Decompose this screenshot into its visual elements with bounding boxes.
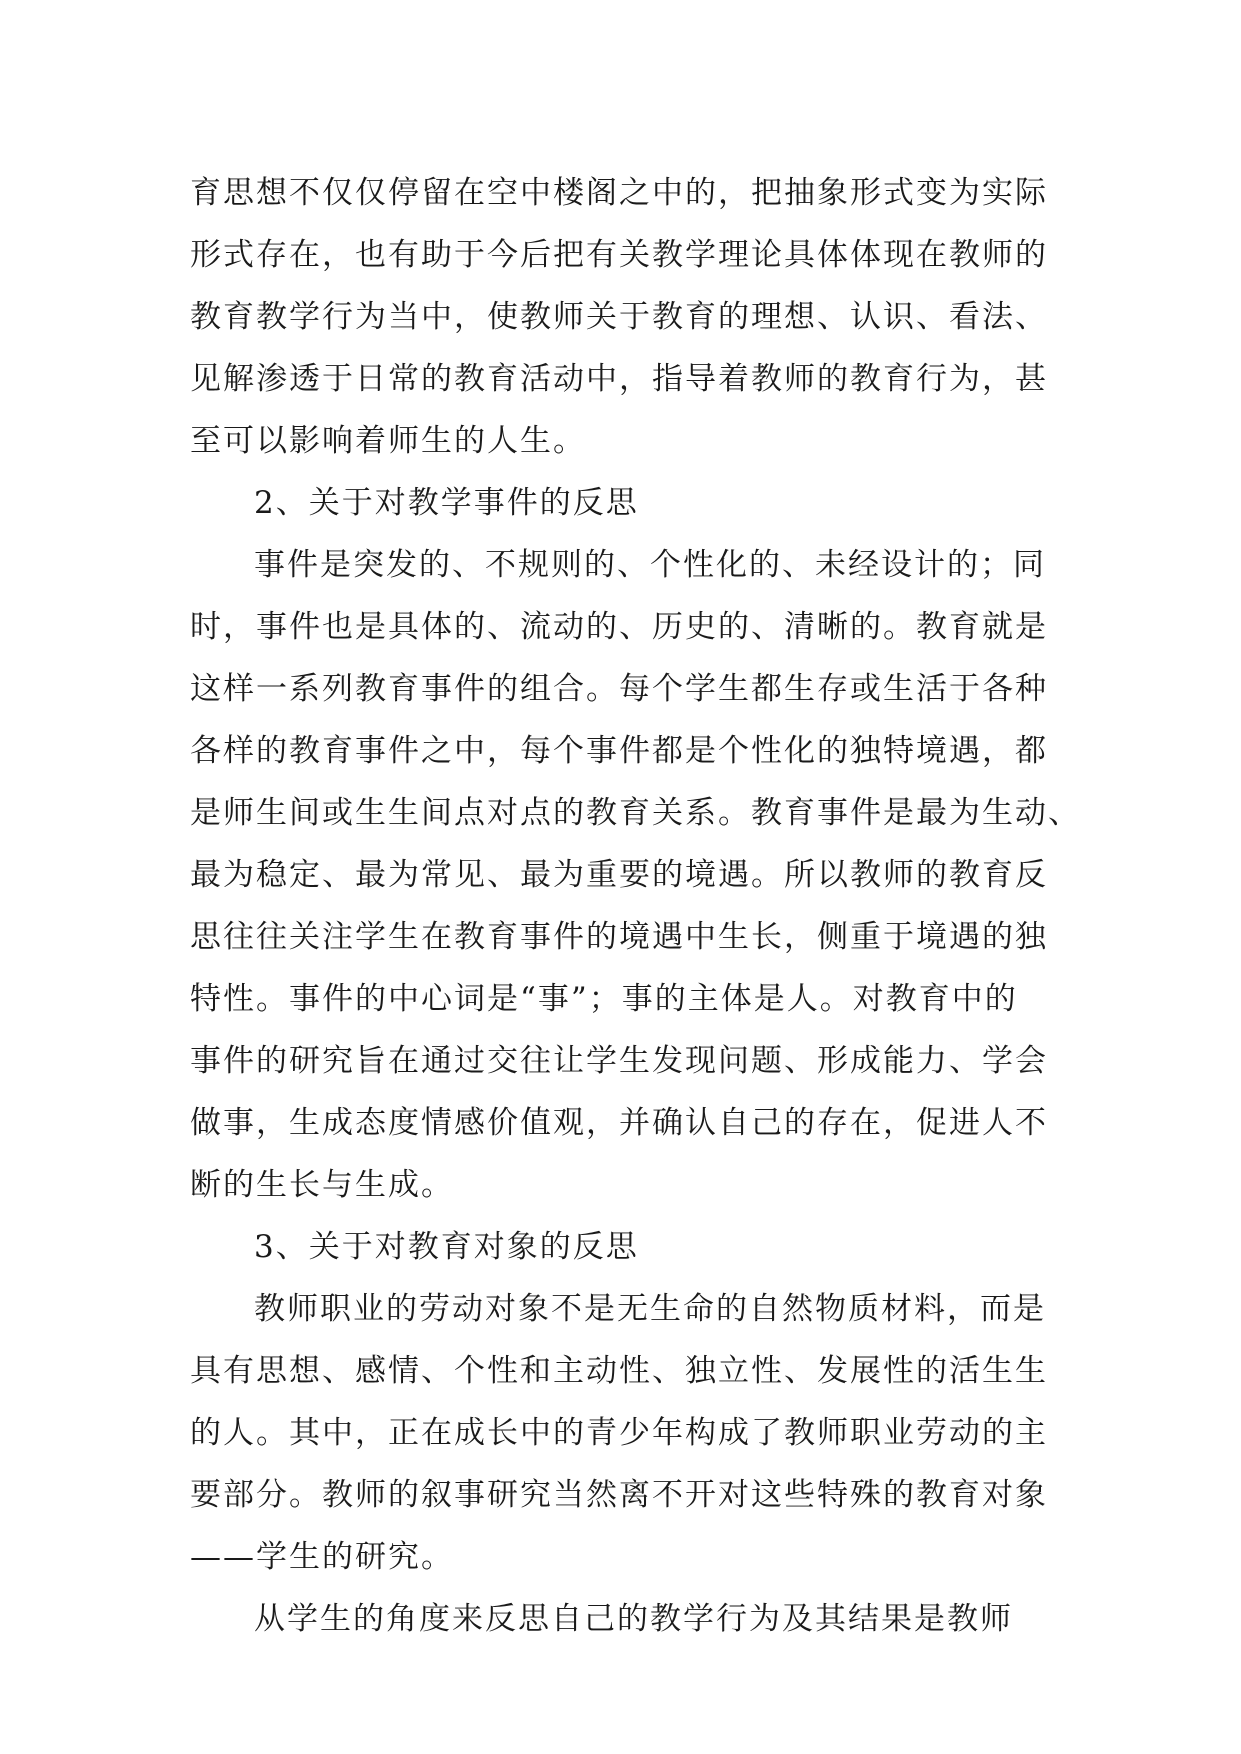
text-line: 教育教学行为当中，使教师关于教育的理想、认识、看法、 — [190, 299, 1048, 335]
text-line: 思往往关注学生在教育事件的境遇中生长，侧重于境遇的独 — [190, 919, 1048, 955]
text-line: ——学生的研究。 — [190, 1539, 454, 1575]
text-line: 至可以影响着师生的人生。 — [190, 423, 586, 459]
text-line: 事件是突发的、不规则的、个性化的、未经设计的；同 — [254, 547, 1046, 583]
text-line: 育思想不仅仅停留在空中楼阁之中的，把抽象形式变为实际 — [190, 175, 1048, 211]
text-line: 时，事件也是具体的、流动的、历史的、清晰的。教育就是 — [190, 609, 1048, 645]
text-line: 的人。其中，正在成长中的青少年构成了教师职业劳动的主 — [190, 1415, 1048, 1451]
text-line: 特性。事件的中心词是“事”；事的主体是人。对教育中的 — [190, 981, 1018, 1017]
text-line: 各样的教育事件之中，每个事件都是个性化的独特境遇，都 — [190, 733, 1048, 769]
text-line: 这样一系列教育事件的组合。每个学生都生存或生活于各种 — [190, 671, 1048, 707]
text-line: 从学生的角度来反思自己的教学行为及其结果是教师 — [254, 1601, 1013, 1637]
text-line: 形式存在，也有助于今后把有关教学理论具体体现在教师的 — [190, 237, 1048, 273]
section-heading: 3、关于对教育对象的反思 — [254, 1229, 639, 1265]
section-heading: 2、关于对教学事件的反思 — [254, 485, 639, 521]
text-line: 最为稳定、最为常见、最为重要的境遇。所以教师的教育反 — [190, 857, 1048, 893]
text-line: 具有思想、感情、个性和主动性、独立性、发展性的活生生 — [190, 1353, 1048, 1389]
text-line: 是师生间或生生间点对点的教育关系。教育事件是最为生动、 — [190, 795, 1081, 831]
text-line: 事件的研究旨在通过交往让学生发现问题、形成能力、学会 — [190, 1043, 1048, 1079]
text-line: 要部分。教师的叙事研究当然离不开对这些特殊的教育对象 — [190, 1477, 1048, 1513]
text-line: 断的生长与生成。 — [190, 1167, 454, 1203]
text-line: 见解渗透于日常的教育活动中，指导着教师的教育行为，甚 — [190, 361, 1048, 397]
text-line: 做事，生成态度情感价值观，并确认自己的存在，促进人不 — [190, 1105, 1048, 1141]
document-body — [190, 162, 1081, 1650]
text-line: 教师职业的劳动对象不是无生命的自然物质材料，而是 — [254, 1291, 1046, 1327]
